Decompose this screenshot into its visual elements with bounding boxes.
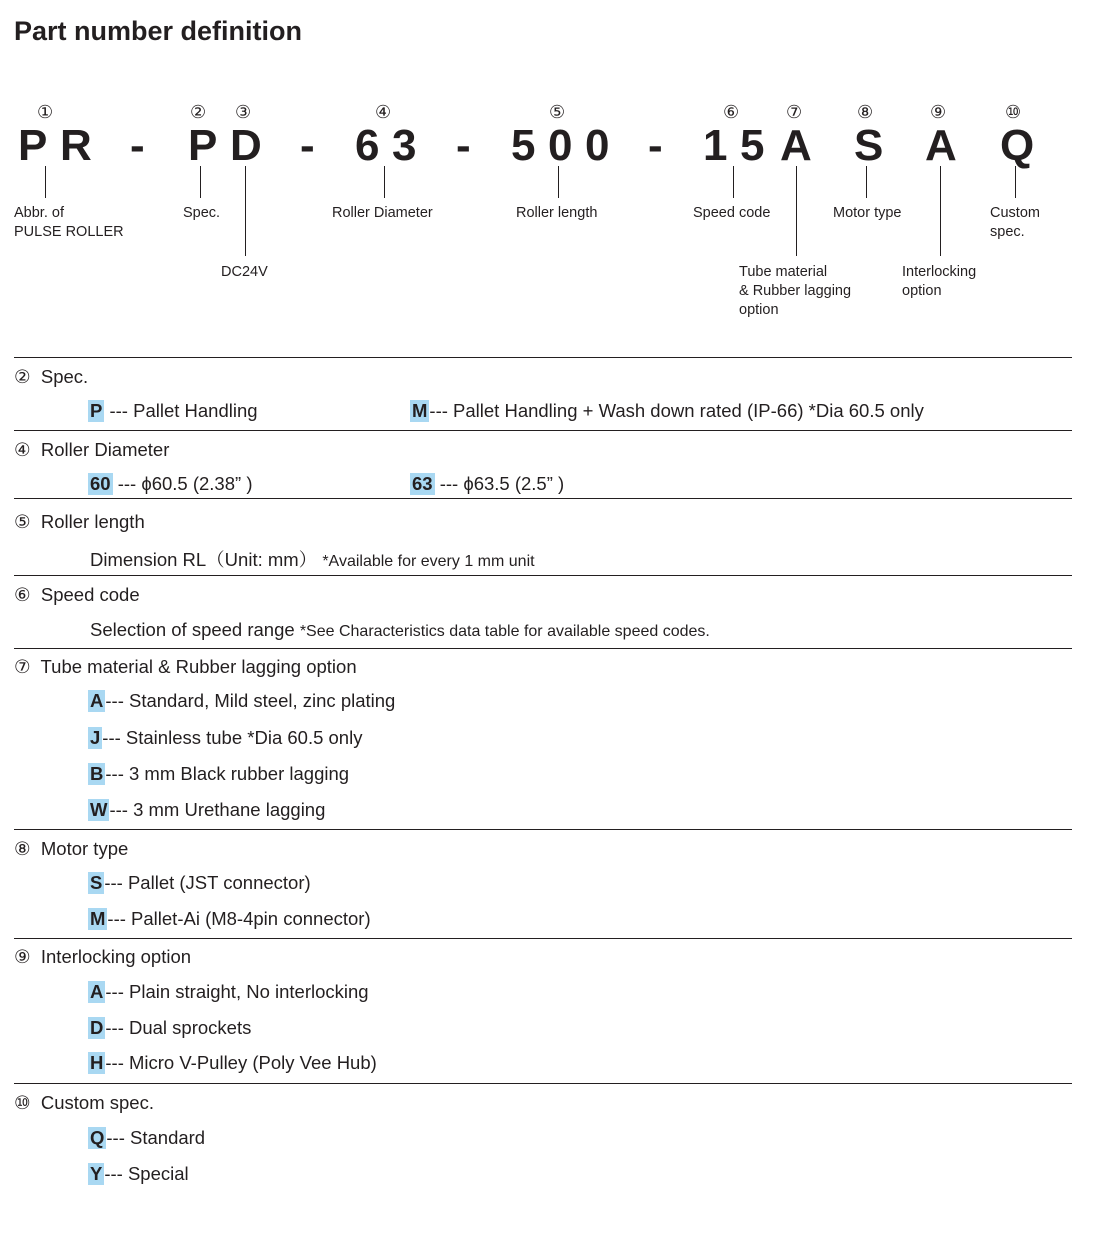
part-char-6: 6 (355, 121, 380, 170)
label-motor-type: Motor type (833, 205, 902, 221)
option-code: M (90, 908, 106, 929)
part-char-1: 1 (703, 121, 728, 170)
part-char-0: 0 (548, 121, 573, 170)
section-divider (14, 357, 1072, 358)
position-number-3: ③ (235, 102, 252, 122)
part-char-s: S (854, 121, 884, 170)
leader-line (940, 166, 941, 256)
section-title-text: Interlocking option (40, 946, 192, 967)
part-char-p: P (18, 121, 48, 170)
leader-line (45, 166, 46, 198)
part-char-0: 0 (585, 121, 610, 170)
option-code: J (90, 727, 101, 748)
label-roller-length: Roller length (516, 205, 598, 221)
option-spec-m (410, 400, 924, 422)
label-line: & Rubber lagging (739, 283, 852, 299)
option-motor-s (88, 872, 311, 894)
section-title-interlock (14, 946, 191, 968)
option-diameter-63 (410, 473, 564, 495)
part-char-p: P (188, 121, 218, 170)
description-note: *See Characteristics data table for available speed codes. (299, 623, 710, 640)
position-number-7: ⑦ (786, 102, 803, 122)
part-char-dash: - (300, 121, 315, 170)
option-text: --- Standard, Mild steel, zinc plating (105, 690, 396, 711)
option-code: W (90, 799, 108, 820)
page-title: Part number definition (14, 16, 303, 46)
option-text: --- Stainless tube *Dia 60.5 only (102, 727, 363, 748)
option-code: S (90, 872, 103, 893)
option-tube-a (88, 690, 395, 712)
option-custom-y (88, 1163, 189, 1185)
option-code: P (90, 400, 103, 421)
option-code: B (90, 763, 104, 784)
section-number: ② (14, 366, 31, 387)
label-custom-spec (990, 204, 1040, 242)
position-number-6: ⑥ (723, 102, 740, 122)
section-number: ⑦ (14, 656, 31, 677)
option-tube-j (88, 727, 362, 749)
description-text: Selection of speed range (90, 619, 295, 640)
option-tube-w (88, 799, 325, 821)
option-text: --- Standard (106, 1127, 206, 1148)
part-char-q: Q (1000, 121, 1035, 170)
length-description (90, 546, 535, 572)
section-number: ⑩ (14, 1092, 31, 1113)
leader-line (733, 166, 734, 198)
option-code: Q (90, 1127, 105, 1148)
option-text: --- 3 mm Urethane lagging (109, 799, 326, 820)
label-line: Tube material (739, 264, 828, 280)
leader-line (796, 166, 797, 256)
label-spec: Spec. (183, 205, 221, 221)
section-title-text: Spec. (40, 366, 89, 387)
option-code: A (90, 981, 104, 1002)
part-char-5: 5 (511, 121, 536, 170)
option-text: --- Pallet-Ai (M8-4pin connector) (107, 908, 371, 929)
section-title-text: Motor type (40, 838, 129, 859)
section-title-spec (14, 366, 88, 388)
label-line: option (902, 283, 942, 299)
option-text: --- Plain straight, No interlocking (105, 981, 369, 1002)
label-line: PULSE ROLLER (14, 224, 124, 240)
part-char-dash: - (456, 121, 471, 170)
option-text: --- ϕ60.5 (2.38” ) (112, 473, 253, 494)
option-interlock-h (88, 1052, 377, 1074)
option-text: --- 3 mm Black rubber lagging (105, 763, 350, 784)
section-number: ⑤ (14, 511, 31, 532)
section-title-speed (14, 584, 140, 606)
option-tube-b (88, 763, 349, 785)
position-number-1: ① (37, 102, 54, 122)
leader-line (866, 166, 867, 198)
label-line: Abbr. of (14, 205, 64, 221)
part-char-a: A (780, 121, 812, 170)
section-title-text: Speed code (40, 584, 140, 605)
description-text: Dimension RL（Unit: mm） (90, 549, 318, 570)
part-char-dash: - (130, 121, 145, 170)
section-title-length (14, 511, 145, 533)
description-note: *Available for every 1 mm unit (322, 553, 535, 570)
option-text: --- Pallet Handling (104, 400, 258, 421)
section-number: ④ (14, 439, 31, 460)
position-number-9: ⑨ (930, 102, 947, 122)
section-divider (14, 430, 1072, 431)
section-title-custom (14, 1092, 154, 1114)
option-code: Y (90, 1163, 103, 1184)
label-interlocking (902, 263, 976, 301)
label-speed-code: Speed code (693, 205, 771, 221)
leader-line (384, 166, 385, 198)
part-char-3: 3 (392, 121, 417, 170)
part-char-d: D (230, 121, 262, 170)
label-tube-material (739, 263, 851, 320)
option-code: 63 (412, 473, 433, 494)
option-text: --- Pallet (JST connector) (104, 872, 311, 893)
leader-line (558, 166, 559, 198)
option-code: H (90, 1052, 104, 1073)
section-number: ⑧ (14, 838, 31, 859)
option-text: --- Micro V-Pulley (Poly Vee Hub) (105, 1052, 377, 1073)
label-line: option (739, 302, 779, 318)
label-line: Custom (990, 205, 1040, 221)
option-interlock-a (88, 981, 369, 1003)
label-abbr (14, 204, 124, 242)
section-divider (14, 829, 1072, 830)
section-title-text: Tube material & Rubber lagging option (40, 656, 357, 677)
label-line: spec. (990, 224, 1025, 240)
option-interlock-d (88, 1017, 251, 1039)
position-number-2: ② (190, 102, 207, 122)
label-roller-diameter: Roller Diameter (332, 205, 433, 221)
speed-description (90, 619, 710, 641)
option-text: --- Special (104, 1163, 189, 1184)
leader-line (245, 166, 246, 256)
option-text: --- Dual sprockets (105, 1017, 252, 1038)
option-diameter-60 (88, 473, 252, 495)
part-char-dash: - (648, 121, 663, 170)
option-text: --- ϕ63.5 (2.5” ) (434, 473, 565, 494)
section-number: ⑨ (14, 946, 31, 967)
section-divider (14, 648, 1072, 649)
position-number-5: ⑤ (549, 102, 566, 122)
section-title-text: Roller length (40, 511, 145, 532)
part-char-r: R (60, 121, 92, 170)
part-char-5: 5 (740, 121, 765, 170)
section-divider (14, 1083, 1072, 1084)
leader-line (1015, 166, 1016, 198)
label-line: Interlocking (902, 264, 977, 280)
position-number-8: ⑧ (857, 102, 874, 122)
section-title-motor (14, 838, 128, 860)
option-custom-q (88, 1127, 205, 1149)
option-spec-p (88, 400, 258, 422)
option-code: D (90, 1017, 104, 1038)
position-number-4: ④ (375, 102, 392, 122)
label-dc24v: DC24V (221, 264, 268, 280)
option-code: 60 (90, 473, 111, 494)
section-title-text: Roller Diameter (40, 439, 170, 460)
option-motor-m (88, 908, 371, 930)
section-title-text: Custom spec. (40, 1092, 154, 1113)
option-code: A (90, 690, 104, 711)
section-title-diameter (14, 439, 169, 461)
part-char-a: A (925, 121, 957, 170)
section-divider (14, 938, 1072, 939)
option-text: --- Pallet Handling + Wash down rated (IP-66) *Dia 60.5 only (429, 400, 924, 421)
position-number-10: ⑩ (1005, 102, 1022, 122)
option-code: M (412, 400, 428, 421)
leader-line (200, 166, 201, 198)
section-number: ⑥ (14, 584, 31, 605)
section-divider (14, 498, 1072, 499)
section-divider (14, 575, 1072, 576)
section-title-tube (14, 656, 357, 678)
